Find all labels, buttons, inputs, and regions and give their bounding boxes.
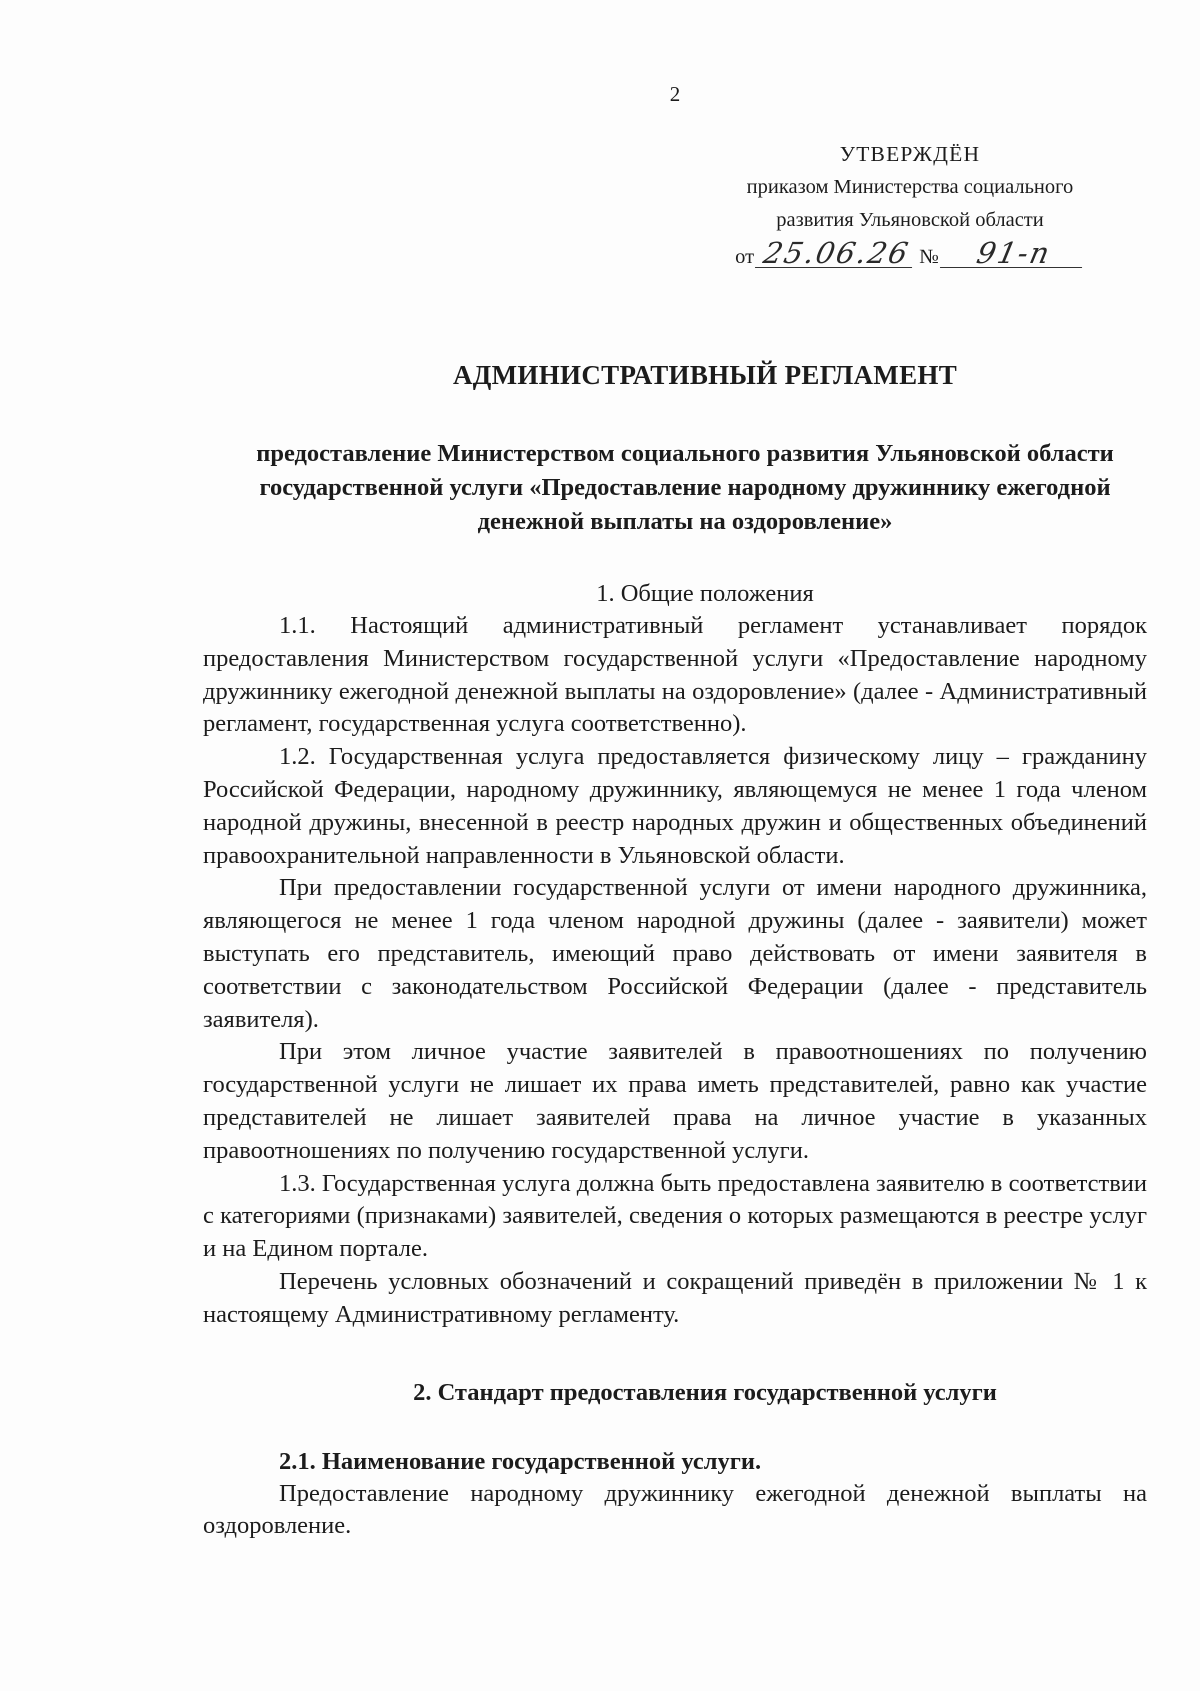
approval-line-2: развития Ульяновской области bbox=[776, 209, 1044, 231]
section-2-heading: 2. Стандарт предоставления государственной услуги bbox=[413, 1378, 997, 1406]
paragraph-1-3: 1.3. Государственная услуга должна быть предоставлена заявителю в соответствии с категориями (признаками) заявителей, сведения о которых размещаются в реестре услуг и на Едином портале. bbox=[203, 1169, 1147, 1263]
approval-date-line bbox=[700, 236, 1120, 274]
paragraph-service-name: Предоставление народному дружиннику ежегодной денежной выплаты на оздоровление. bbox=[203, 1479, 1147, 1540]
number-prefix: № bbox=[919, 246, 939, 268]
date-prefix: от bbox=[735, 246, 755, 268]
handwritten-order-number: 91-п bbox=[940, 239, 1088, 268]
subsection-2-1-heading: 2.1. Наименование государственной услуги. bbox=[279, 1447, 762, 1475]
paragraph-1-2: 1.2. Государственная услуга предоставляется физическому лицу – гражданину Российской Федерации, народному дружиннику, являющемуся не менее 1 года членом народной дружины, внесенной в реестр народных дружин и общественных объединений правоохранительной направленности в Ульяновской области. bbox=[203, 743, 1147, 869]
handwritten-date: 25.06.26 bbox=[755, 239, 918, 268]
page-number: 2 bbox=[669, 82, 681, 106]
document-subtitle: предоставление Министерством социального развития Ульяновской области государственной услуги «Предоставление народному дружиннику ежегодной денежной выплаты на оздоровление» bbox=[256, 440, 1114, 535]
document-body bbox=[203, 360, 1147, 1543]
approval-stamp-block bbox=[700, 138, 1120, 274]
approval-line-1: приказом Министерства социального bbox=[746, 176, 1074, 198]
paragraph-abbreviations: Перечень условных обозначений и сокращений приведён в приложении № 1 к настоящему Административному регламенту. bbox=[203, 1267, 1147, 1328]
paragraph-1-1: 1.1. Настоящий административный регламент устанавливает порядок предоставления Министерством государственной услуги «Предоставление народному дружиннику ежегодной денежной выплаты на оздоровление» (далее - Административный регламент, государственная услуга соответственно). bbox=[203, 612, 1147, 738]
approval-word: УТВЕРЖДЁН bbox=[839, 142, 981, 166]
section-1-heading: 1. Общие положения bbox=[596, 580, 814, 607]
paragraph-representative: При предоставлении государственной услуги от имени народного дружинника, являющегося не менее 1 года членом народной дружины (далее - заявители) может выступать его представитель, имеющий право действовать от имени заявителя в соответствии с законодательством Российской Федерации (далее - представитель заявителя). bbox=[203, 874, 1147, 1033]
document-title: АДМИНИСТРАТИВНЫЙ РЕГЛАМЕНТ bbox=[452, 360, 958, 390]
paragraph-personal-participation: При этом личное участие заявителей в правоотношениях по получению государственной услуги не лишает их права иметь представителей, равно как участие представителей не лишает заявителей права на личное участие в указанных правоотношениях по получению государственной услуги. bbox=[203, 1038, 1147, 1164]
